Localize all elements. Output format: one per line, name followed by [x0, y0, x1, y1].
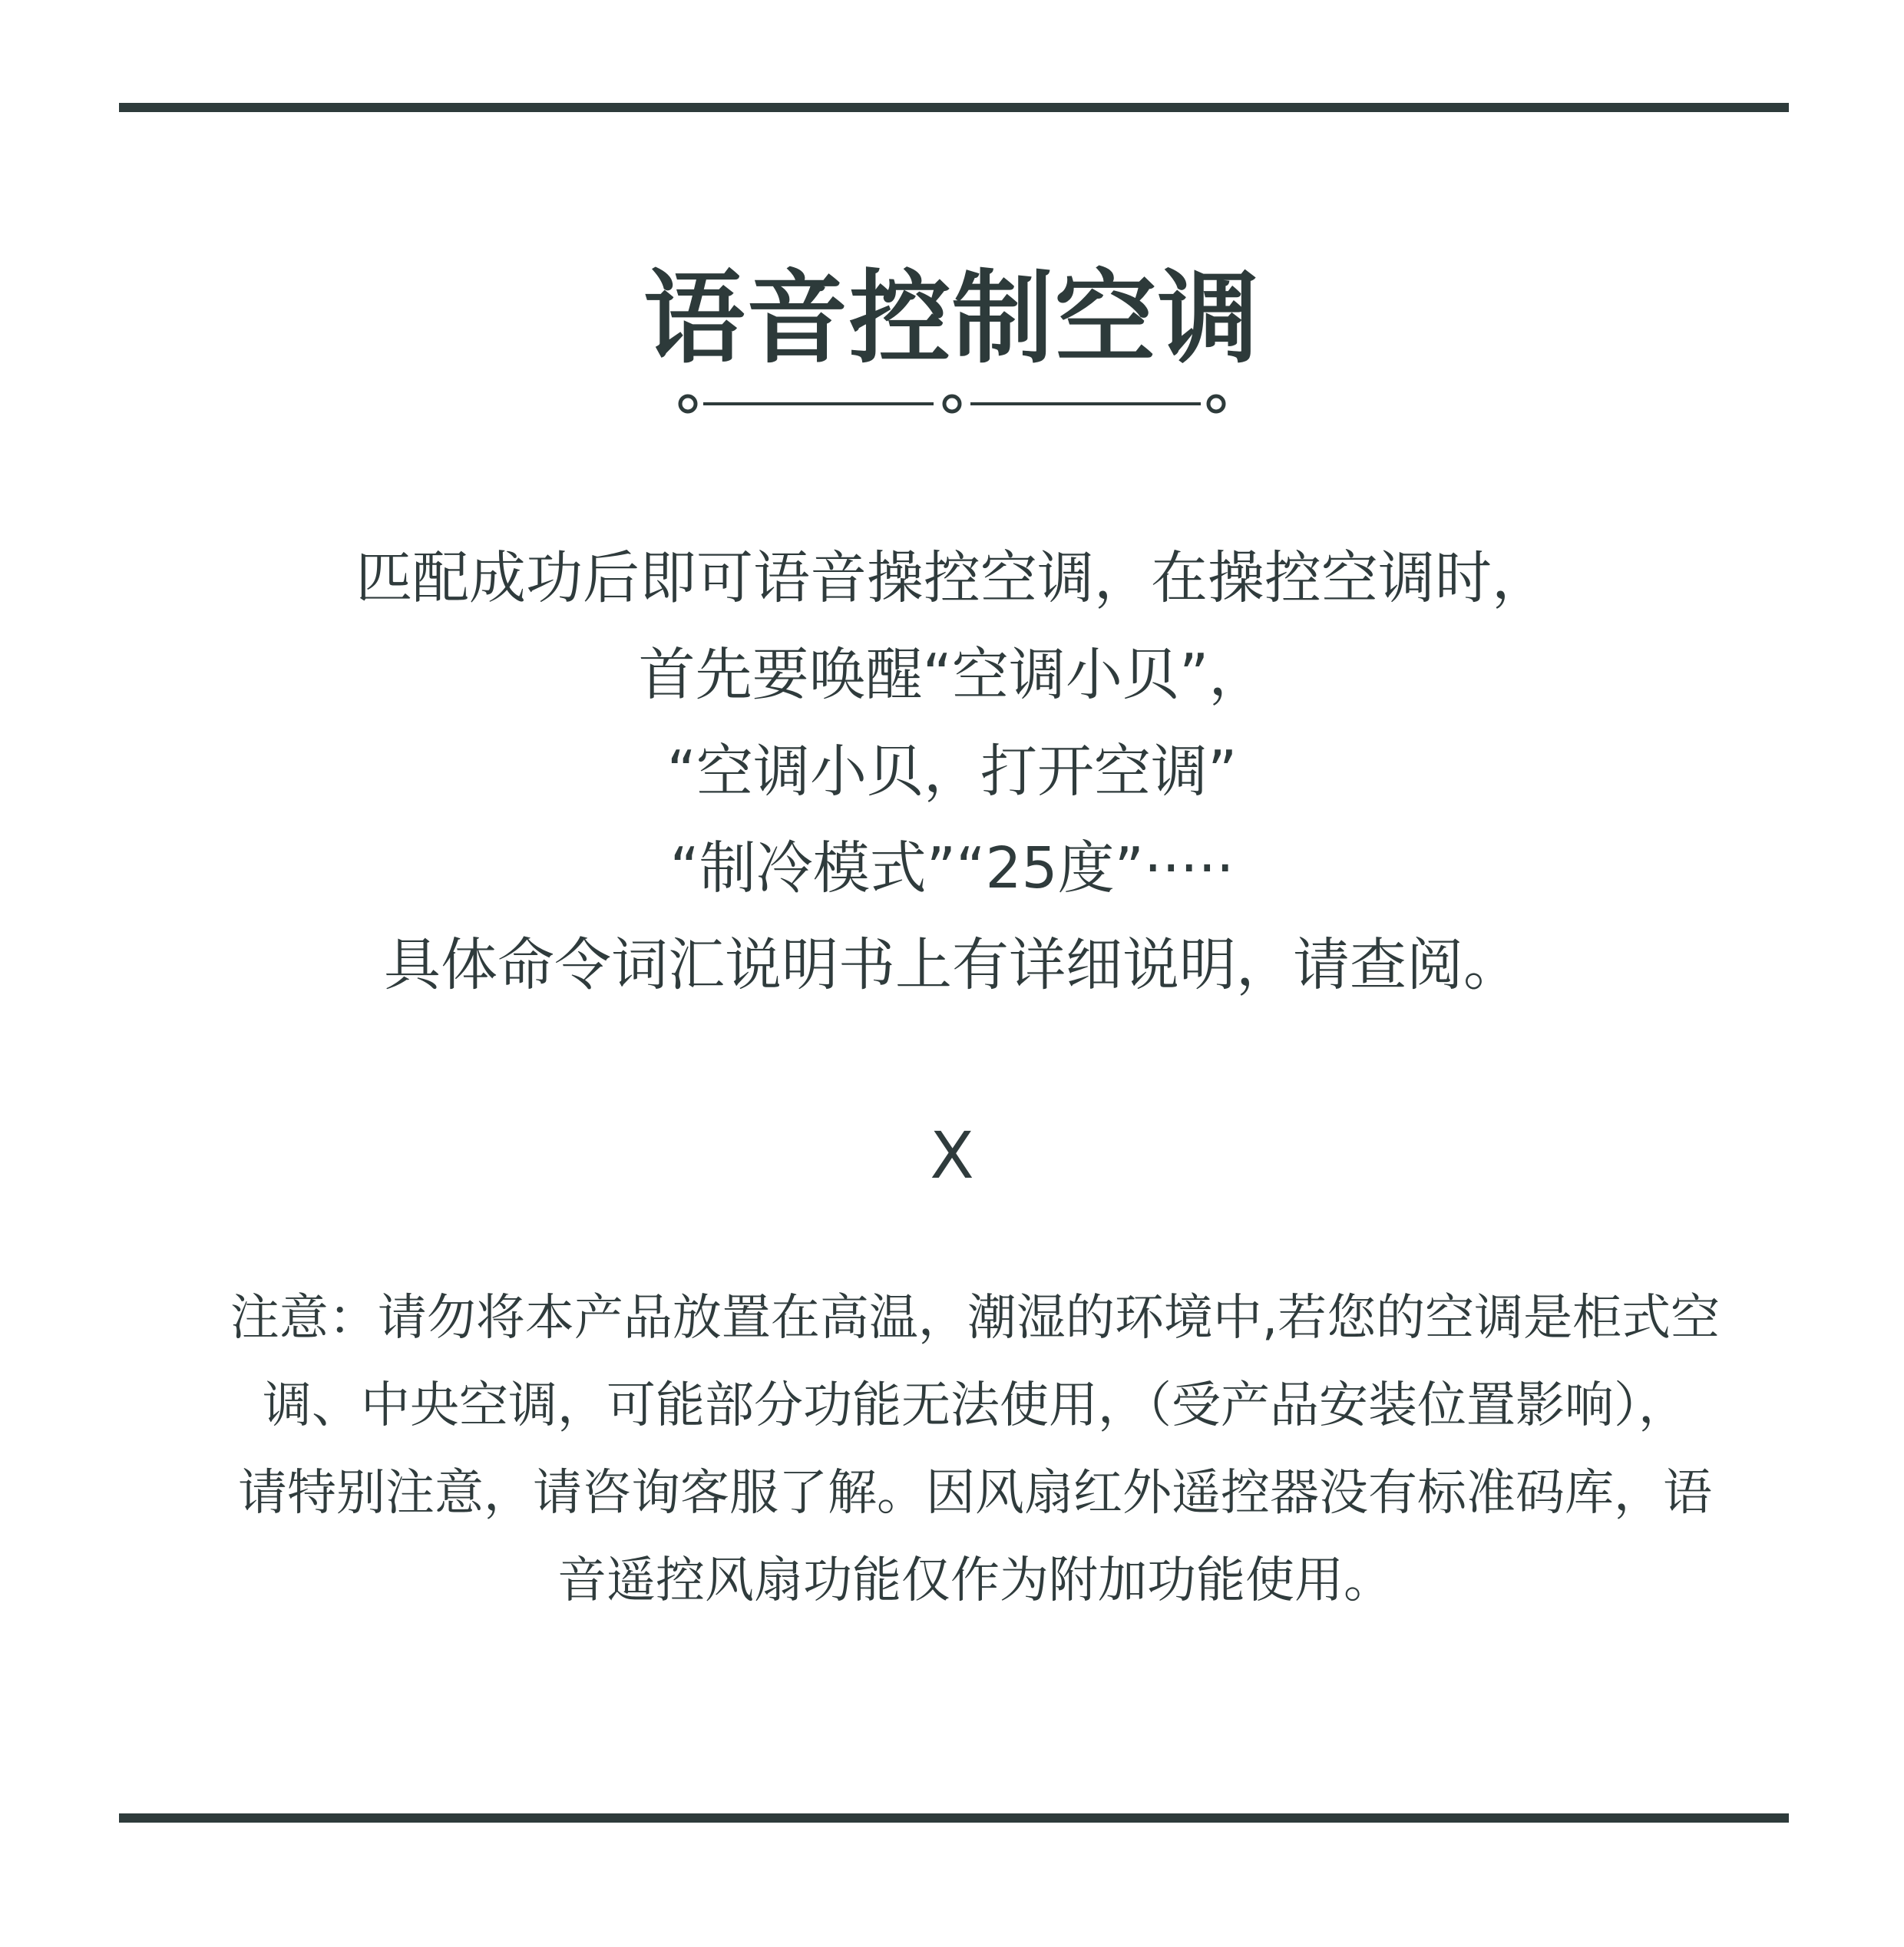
top-divider: [119, 103, 1789, 112]
instruction-line: 具体命令词汇说明书上有详细说明，请查阅。: [384, 932, 1520, 998]
notice-line: 音遥控风扇功能仅作为附加功能使用。: [557, 1552, 1393, 1609]
instructions-block: [0, 530, 1904, 1013]
notice-block: [154, 1274, 1797, 1625]
instruction-line: 首先要唤醒“空调小贝”，: [638, 642, 1266, 708]
page-title: 语音控制空调: [643, 259, 1261, 378]
title-ornament: [668, 388, 1236, 419]
instruction-line: “空调小贝，打开空调”: [666, 739, 1238, 805]
instruction-line: “制冷模式”“25度”·····: [669, 835, 1235, 901]
instruction-line: 匹配成功后即可语音操控空调，在操控空调时，: [355, 545, 1549, 611]
x-separator: X: [930, 1118, 974, 1193]
notice-line: 注意：请勿将本产品放置在高温，潮湿的环境中,若您的空调是柜式空: [230, 1290, 1721, 1347]
notice-line: 请特别注意，请咨询客服了解。因风扇红外遥控器没有标准码库，语: [238, 1465, 1712, 1522]
bottom-divider: [119, 1813, 1789, 1823]
notice-line: 调、中央空调，可能部分功能无法使用，（受产品安装位置影响），: [263, 1377, 1687, 1434]
